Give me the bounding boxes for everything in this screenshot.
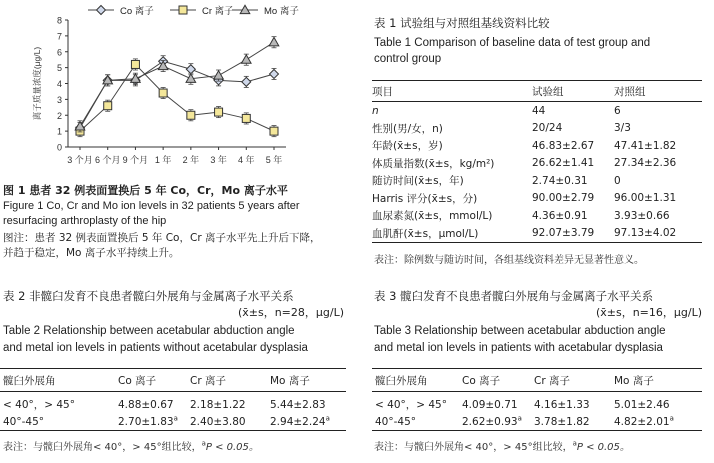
x-tick-label: 3 个月 bbox=[67, 155, 93, 165]
table2-header-cell: 髋臼外展角 bbox=[0, 369, 118, 392]
table3-title-cn: 表 3 髋臼发育不良患者髋臼外展角与金属离子水平关系 bbox=[374, 289, 654, 303]
figure-caption-cn: 图 1 患者 32 例表面置换后 5 年 Co，Cr，Mo 离子水平 bbox=[3, 184, 288, 197]
table2-cell: < 40°，> 45° bbox=[3, 399, 75, 411]
table3 bbox=[372, 368, 702, 431]
x-tick-label: 6 个月 bbox=[94, 155, 121, 165]
table3-cell: 2.62±0.93$^a$ bbox=[462, 413, 534, 431]
table3-note: 表注：与髋臼外展角< 40°，> 45°组比较，$^a$P < 0.05。 bbox=[374, 439, 630, 453]
table3-cell: 40°-45° bbox=[372, 413, 462, 431]
table1-cell: 3.93±0.66 bbox=[614, 209, 670, 222]
table1-cell: Harris 评分(x̄±s，分) bbox=[372, 192, 478, 205]
data-point-diamond bbox=[242, 77, 251, 86]
table1-cell: 92.07±3.79 bbox=[532, 225, 614, 243]
data-point-square bbox=[131, 60, 139, 68]
table1-header-cell: 试验组 bbox=[532, 81, 614, 102]
figure-note-2: 并趋于稳定，Mo 离子水平持续上升。 bbox=[3, 247, 180, 259]
table3-row bbox=[372, 413, 702, 431]
table2-cell: 2.70±1.83$^a$ bbox=[118, 413, 190, 431]
data-point-triangle bbox=[241, 55, 251, 63]
table3-header-cell: Co 离子 bbox=[462, 369, 534, 392]
data-point-square bbox=[270, 127, 278, 135]
table1-cell: 年龄(x̄±s，岁) bbox=[372, 140, 443, 153]
figure-caption-en-2: resurfacing arthroplasty of the hip bbox=[3, 215, 167, 227]
table1-row bbox=[372, 207, 702, 225]
y-tick-label: 2 bbox=[56, 110, 62, 121]
table1 bbox=[372, 80, 702, 243]
y-tick-label: 8 bbox=[56, 15, 62, 26]
table3-cell: 4.16±1.33 bbox=[534, 398, 590, 411]
x-tick-label: 3 年 bbox=[210, 155, 227, 165]
data-point-diamond bbox=[270, 69, 279, 78]
table2-cell: 2.18±1.22 bbox=[190, 398, 246, 411]
table1-row bbox=[372, 120, 702, 138]
x-tick-label: 4 年 bbox=[238, 155, 255, 165]
table2-subtitle: (x̄±s，n=28，μg/L) bbox=[237, 306, 344, 319]
table1-cell: 3/3 bbox=[614, 122, 631, 135]
x-tick-label: 5 年 bbox=[265, 155, 283, 165]
table1-cell: 6 bbox=[614, 102, 702, 120]
table1-row bbox=[372, 137, 702, 155]
y-tick-label: 3 bbox=[56, 94, 62, 105]
table2-header-row bbox=[0, 369, 346, 392]
table1-title-en-1: Table 1 Comparison of baseline data of test group and bbox=[374, 37, 651, 49]
data-point-square bbox=[187, 111, 195, 119]
data-point-diamond bbox=[186, 65, 195, 74]
x-tick-label: 9 个月 bbox=[122, 155, 149, 165]
table2-header-cell: Co 离子 bbox=[118, 369, 190, 392]
y-tick-label: 6 bbox=[56, 47, 62, 58]
table1-cell: 性别(男/女，n) bbox=[372, 122, 443, 135]
data-point-triangle bbox=[214, 71, 224, 79]
table3-title-en-1: Table 3 Relationship between acetabular abduction angle bbox=[374, 325, 666, 337]
table1-cell: 血肌酐(x̄±s，μmol/L) bbox=[372, 225, 532, 243]
table3-header-cell: Cr 离子 bbox=[534, 369, 614, 392]
table3-subtitle: (x̄±s，n=16，μg/L) bbox=[595, 306, 702, 319]
table1-cell: 96.00±1.31 bbox=[614, 192, 677, 205]
table1-cell: 90.00±2.79 bbox=[532, 192, 595, 205]
table2 bbox=[0, 368, 346, 431]
table2-cell: 5.44±2.83 bbox=[270, 398, 326, 411]
table1-cell: 4.36±0.91 bbox=[532, 209, 588, 222]
table1-header-cell: 对照组 bbox=[614, 81, 702, 102]
table1-cell: 44 bbox=[532, 102, 614, 120]
table1-cell: 47.41±1.82 bbox=[614, 139, 677, 152]
table2-header-cell: Cr 离子 bbox=[190, 369, 270, 392]
data-point-triangle bbox=[269, 37, 279, 45]
data-point-square bbox=[215, 108, 223, 116]
table1-cell: 体质量指数(x̄±s，kg/m²) bbox=[372, 157, 495, 170]
table3-cell: 4.09±0.71 bbox=[462, 398, 518, 411]
y-axis-label: 离子质量浓度(μg/L) bbox=[32, 46, 42, 121]
table3-row bbox=[372, 392, 702, 414]
figure-caption-en-1: Figure 1 Co, Cr and Mo ion levels in 32 patients 5 years after bbox=[3, 200, 300, 212]
table1-note: 表注：除例数与随访时间，各组基线资料差异无显著性意义。 bbox=[374, 255, 644, 266]
legend-marker bbox=[97, 6, 106, 15]
table3-header-row bbox=[372, 369, 702, 392]
table2-cell: 4.88±0.67 bbox=[118, 398, 174, 411]
table1-cell: n bbox=[372, 102, 532, 120]
table1-cell: 0 bbox=[614, 174, 621, 187]
table1-title-en-2: control group bbox=[374, 53, 442, 65]
data-point-square bbox=[104, 102, 112, 110]
table1-cell: 26.62±1.41 bbox=[532, 157, 595, 170]
table1-cell: 随访时间(x̄±s，年) bbox=[372, 175, 464, 188]
data-point-square bbox=[159, 89, 167, 97]
table1-cell: 血尿素氮(x̄±s，mmol/L) bbox=[372, 210, 493, 223]
table3-header-cell: Mo 离子 bbox=[614, 369, 702, 392]
table1-cell: 27.34±2.36 bbox=[614, 157, 677, 170]
table3-title-en-2: and metal ion levels in patients with acetabular dysplasia bbox=[374, 342, 663, 354]
table2-title-en-2: and metal ion levels in patients without acetabular dysplasia bbox=[3, 342, 308, 354]
table1-cell: 97.13±4.02 bbox=[614, 225, 702, 243]
table3-cell: 5.01±2.46 bbox=[614, 398, 670, 411]
table2-title-cn: 表 2 非髋臼发育不良患者髋臼外展角与金属离子水平关系 bbox=[3, 289, 294, 303]
table1-row bbox=[372, 172, 702, 190]
table1-title-cn: 表 1 试验组与对照组基线资料比较 bbox=[374, 16, 550, 30]
line-chart bbox=[0, 0, 350, 180]
x-tick-label: 1 年 bbox=[154, 155, 172, 165]
table1-header-cell: 项目 bbox=[372, 81, 532, 102]
x-tick-label: 2 年 bbox=[182, 155, 200, 165]
legend-marker bbox=[240, 5, 250, 13]
table2-cell: 2.94±2.24$^a$ bbox=[270, 413, 346, 431]
table1-cell: 20/24 bbox=[532, 122, 563, 135]
table2-cell: 40°-45° bbox=[0, 413, 118, 431]
table2-note: 表注：与髋臼外展角< 40°，> 45°组比较，$^a$P < 0.05。 bbox=[3, 439, 259, 453]
y-tick-label: 7 bbox=[56, 31, 62, 42]
table1-cell: 2.74±0.31 bbox=[532, 174, 588, 187]
table2-row bbox=[0, 392, 346, 414]
table3-cell: 3.78±1.82 bbox=[534, 413, 614, 431]
table2-header-cell: Mo 离子 bbox=[270, 369, 346, 392]
table3-cell: 4.82±2.01$^a$ bbox=[614, 413, 702, 431]
y-tick-label: 4 bbox=[56, 79, 62, 89]
table2-row bbox=[0, 413, 346, 431]
y-tick-label: 1 bbox=[56, 126, 62, 137]
y-tick-label: 0 bbox=[56, 142, 62, 153]
table1-row bbox=[372, 225, 702, 243]
legend-marker bbox=[179, 6, 187, 14]
y-tick-label: 5 bbox=[56, 63, 62, 74]
legend-label: Mo 离子 bbox=[264, 6, 299, 17]
table1-row bbox=[372, 155, 702, 173]
table1-header-row bbox=[372, 81, 702, 102]
table3-header-cell: 髋臼外展角 bbox=[372, 369, 462, 392]
table1-cell: 46.83±2.67 bbox=[532, 139, 595, 152]
table2-cell: 2.40±3.80 bbox=[190, 413, 270, 431]
table1-row bbox=[372, 102, 702, 120]
table3-cell: < 40°，> 45° bbox=[375, 399, 447, 411]
figure-note-1: 图注：患者 32 例表面置换后 5 年 Co，Cr 离子水平先上升后下降， bbox=[3, 232, 321, 244]
table2-title-en-1: Table 2 Relationship between acetabular abduction angle bbox=[3, 325, 295, 337]
legend-label: Co 离子 bbox=[120, 6, 154, 17]
table1-row bbox=[372, 190, 702, 208]
data-point-square bbox=[242, 114, 250, 122]
legend-label: Cr 离子 bbox=[202, 6, 234, 17]
